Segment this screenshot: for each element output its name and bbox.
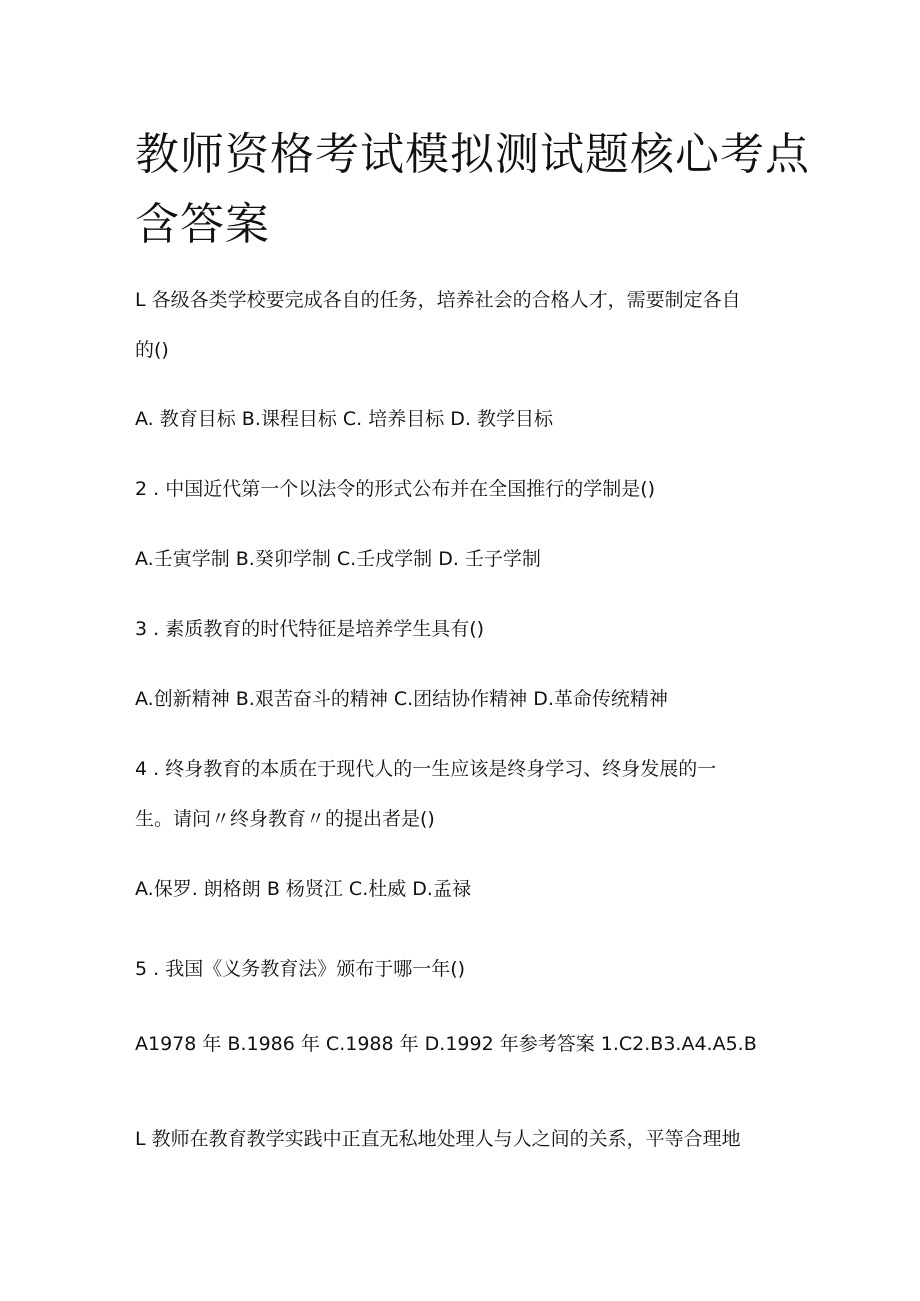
question-2-options: A.壬寅学制 B.癸卯学制 C.壬戌学制 D. 壬子学制	[135, 548, 541, 570]
question-1-stem-line-2: 的()	[135, 339, 169, 361]
document-title-line-2: 含答案	[135, 199, 270, 250]
question-4-stem-line-1: 4 . 终身教育的本质在于现代人的一生应该是终身学习、终身发展的一	[135, 758, 717, 780]
question-5-options-and-answer-key: A1978 年 B.1986 年 C.1988 年 D.1992 年参考答案 1.C2.B3.A4.A5.B	[135, 1033, 757, 1055]
document-title-line-1: 教师资格考试模拟测试题核心考点	[135, 129, 810, 180]
question-2-stem: 2 . 中国近代第一个以法令的形式公布并在全国推行的学制是()	[135, 478, 656, 500]
question-3-stem: 3 . 素质教育的时代特征是培养学生具有()	[135, 618, 485, 640]
question-1-stem-line-1: L 各级各类学校要完成各自的任务，培养社会的合格人才，需要制定各自	[135, 289, 741, 311]
question-3-options: A.创新精神 B.艰苦奋斗的精神 C.团结协作精神 D.革命传统精神	[135, 688, 668, 710]
question-4-stem-line-2: 生。请问〃终身教育〃的提出者是()	[135, 808, 435, 830]
question-1-options: A. 教育目标 B.课程目标 C. 培养目标 D. 教学目标	[135, 408, 553, 430]
section-2-question-1-stem: L 教师在教育教学实践中正直无私地处理人与人之间的关系，平等合理地	[135, 1128, 741, 1150]
question-5-stem: 5 . 我国《义务教育法》颁布于哪一年()	[135, 958, 466, 980]
question-4-options: A.保罗. 朗格朗 B 杨贤江 C.杜威 D.孟禄	[135, 878, 471, 900]
